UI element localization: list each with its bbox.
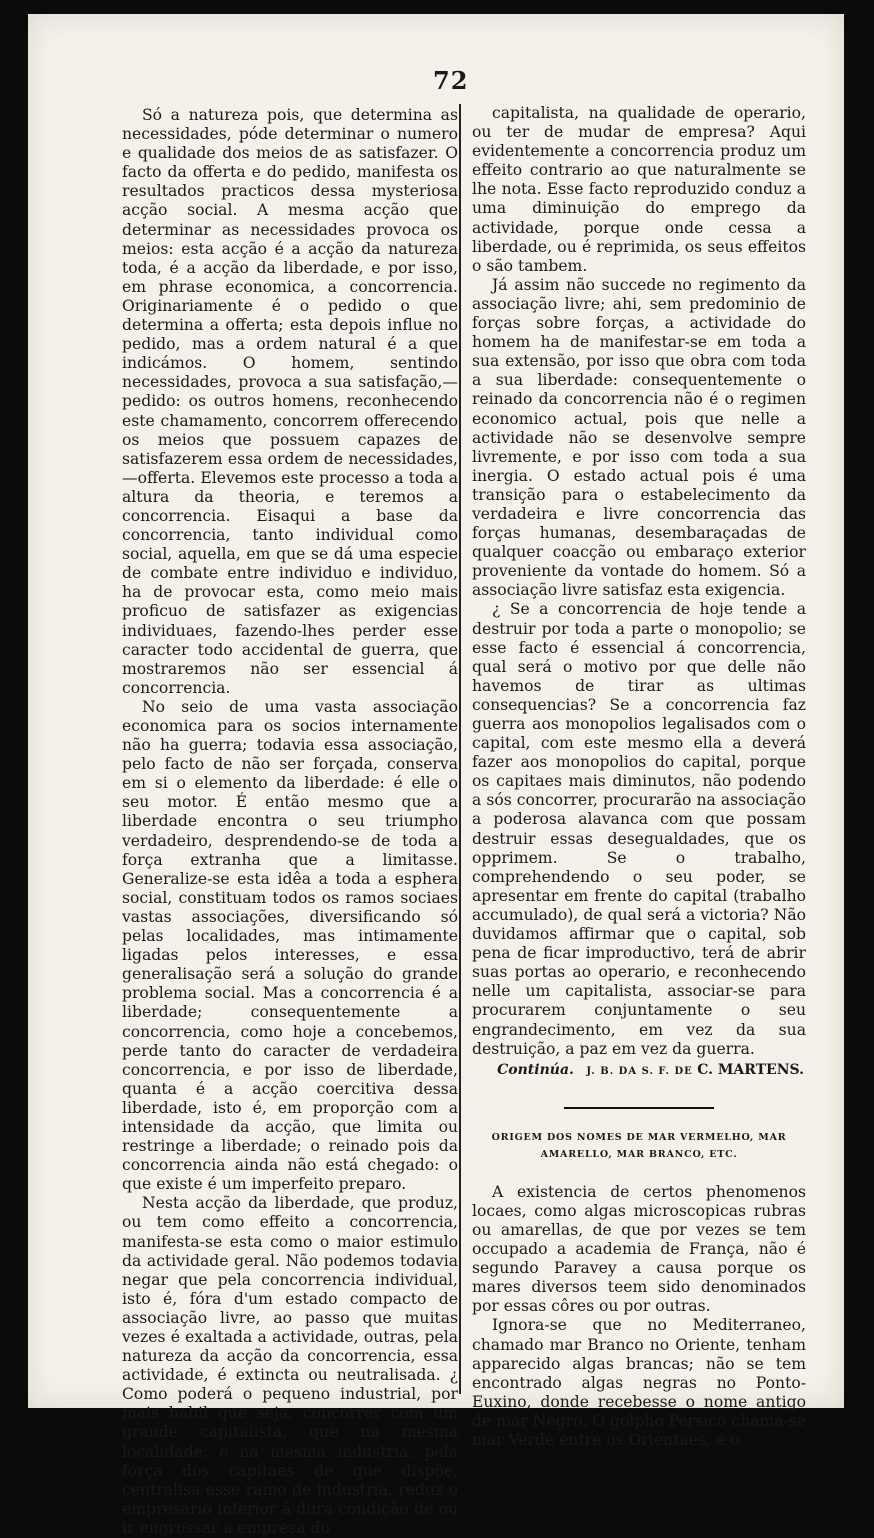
paragraph: capitalista, na qualidade de operario, ou ter de mudar de empresa? Aqui evidentemente a concorrencia produz um effeito contrario ao que naturalmente se lhe nota. Esse facto reproduzido conduz a uma diminuição do emprego da actividade, porque onde cessa a liberdade, ou é reprimida, os seus effeitos o são tambem. [472, 104, 806, 275]
signature [472, 1061, 806, 1081]
paragraph: ¿ Se a concorrencia de hoje tende a destruir por toda a parte o monopolio; se esse facto é essencial á concorrencia, qual será o motivo por que delle não havemos de tirar as ultimas consequencias? Se a concorrencia faz guerra aos monopolios legalisados com o capital, com este mesmo ella a deverá fazer aos monopolios do capital, porque os capitaes mais diminutos, não podendo a sós concorrer, procurarão na associação a poderosa alavanca com que possam destruir essas desegualdades, que os opprimem. Se o trabalho, comprehendendo o seu poder, se apresentar em frente do capital (trabalho accumulado), de qual será a victoria? Não duvidamos affirmar que o capital, sob pena de ficar improductivo, terá de abrir suas portas ao operario, e reconhecendo nelle um capitalista, associar-se para procurarem conjuntamente o seu engrandecimento, em vez da sua destruição, a paz em vez da guerra. [472, 600, 806, 1058]
newspaper-page [28, 14, 844, 1537]
paragraph: A existencia de certos phenomenos locaes, como algas microscopicas rubras ou amarellas, de que por vezes se tem occupado a academia de França, não é segundo Paravey a causa porque os mares diversos teem sido denominados por essas côres ou por outras. [472, 1182, 806, 1316]
author-initials: J. B. DA S. F. DE [586, 1065, 693, 1077]
paragraph: No seio de uma vasta associação economica para os socios internamente não ha guerra; todavia essa associação, pelo facto de não ser forçada, conserva em si o elemento da liberdade: é elle o seu motor. É então mesmo que a liberdade encontra o seu triumpho verdadeiro, desprendendo-se de toda a força extranha que a limitasse. Generalize-se esta idêa a toda a esphera social, constituam todos os ramos sociaes vastas associações, diversificando só pelas localidades, mas intimamente ligadas pelos interesses, e essa generalisação será a solução do grande problema social. Mas a concorrencia é a liberdade; consequentemente a concorrencia, como hoje a concebemos, perde tanto do caracter de verdadeira concorrencia, e por isso de liberdade, quanta é a acção coercitiva dessa liberdade, isto é, em proporção com a intensidade da acção, que limita ou restringe a liberdade; o reinado pois da concorrencia ainda não está chegado: o que existe é um imperfeito preparo. [122, 697, 458, 1194]
paragraph: Ignora-se que no Mediterraneo, chamado mar Branco no Oriente, tenham apparecido algas brancas; não se tem encontrado algas negras no Ponto-Euxino, donde recebesse o nome antigo de mar Negro. O golpho Persico chama-se mar Verde entre os Orientaes, e o [472, 1316, 806, 1449]
left-column [122, 106, 458, 1538]
paragraph: Só a natureza pois, que determina as necessidades, póde determinar o numero e qualidade dos meios de as satisfazer. O facto da offerta e do pedido, manifesta os resultados practicos dessa mysteriosa acção social. A mesma acção que determinar as necessidades provoca os meios: esta acção é a acção da natureza toda, é a acção da liberdade, e por isso, em phrase economica, a concorrencia. Originariamente é o pedido o que determina a offerta; esta depois influe no pedido, mas a ordem natural é a que indicámos. O homem, sentindo necessidades, provoca a sua satisfação,—pedido: os outros homens, reconhecendo este chamamento, concorrem offerecendo os meios que possuem capazes de satisfazerem essa ordem de necessidades,—offerta. Elevemos este processo a toda a altura da theoria, e teremos a concorrencia. Eisaqui a base da concorrencia, tanto individual como social, aquella, em que se dá uma especie de combate entre individuo e individuo, ha de provocar esta, como meio mais proficuo de satisfazer as exigencias individuaes, fazendo-lhes perder esse caracter todo accidental de guerra, que mostraremos não ser essencial á concorrencia. [122, 106, 458, 697]
column-divider [459, 104, 461, 1394]
paragraph: Nesta acção da liberdade, que produz, ou tem como effeito a concorrencia, manifesta-se esta como o maior estimulo da actividade geral. Não podemos todavia negar que pela concorrencia individual, isto é, fóra d'um estado compacto de associação livre, ao passo que muitas vezes é exaltada a actividade, outras, pela natureza da acção da concorrencia, essa actividade, é extincta ou neutralisada. ¿ Como poderá o pequeno industrial, por mais habil que seja, concorrer com um grande capitalista, que na mesma localidade, e na mesma industria, pela força dos capitaes de que dispõe, centralisa esse ramo de industria, reduz o empresario inferior á dura condição de ou ir engrossar a empresa do [122, 1194, 458, 1537]
author-name: C. MARTENS. [697, 1061, 804, 1078]
paragraph: Já assim não succede no regimento da associação livre; ahi, sem predominio de forças sobre forças, a actividade do homem ha de manifestar-se em toda a sua extensão, por isso que obra com toda a sua liberdade: consequentemente o reinado da concorrencia não é o regimen economico actual, pois que nelle a actividade não se desenvolve sempre livremente, e por isso com toda a sua inergia. O estado actual pois é uma transição para o estabelecimento da verdadeira e livre concorrencia das forças humanas, desembaraçadas de qualquer coacção ou embaraço exterior proveniente da vontade do homem. Só a associação livre satisfaz esta exigencia. [472, 275, 806, 600]
continua-label: Continúa. [497, 1061, 574, 1078]
right-column [472, 104, 806, 1450]
section-rule [564, 1107, 714, 1109]
page-number: 72 [433, 66, 469, 95]
section-body [472, 1183, 806, 1450]
section-heading: ORIGEM DOS NOMES DE MAR VERMELHO, MAR AMARELLO, MAR BRANCO, ETC. [491, 1131, 787, 1160]
